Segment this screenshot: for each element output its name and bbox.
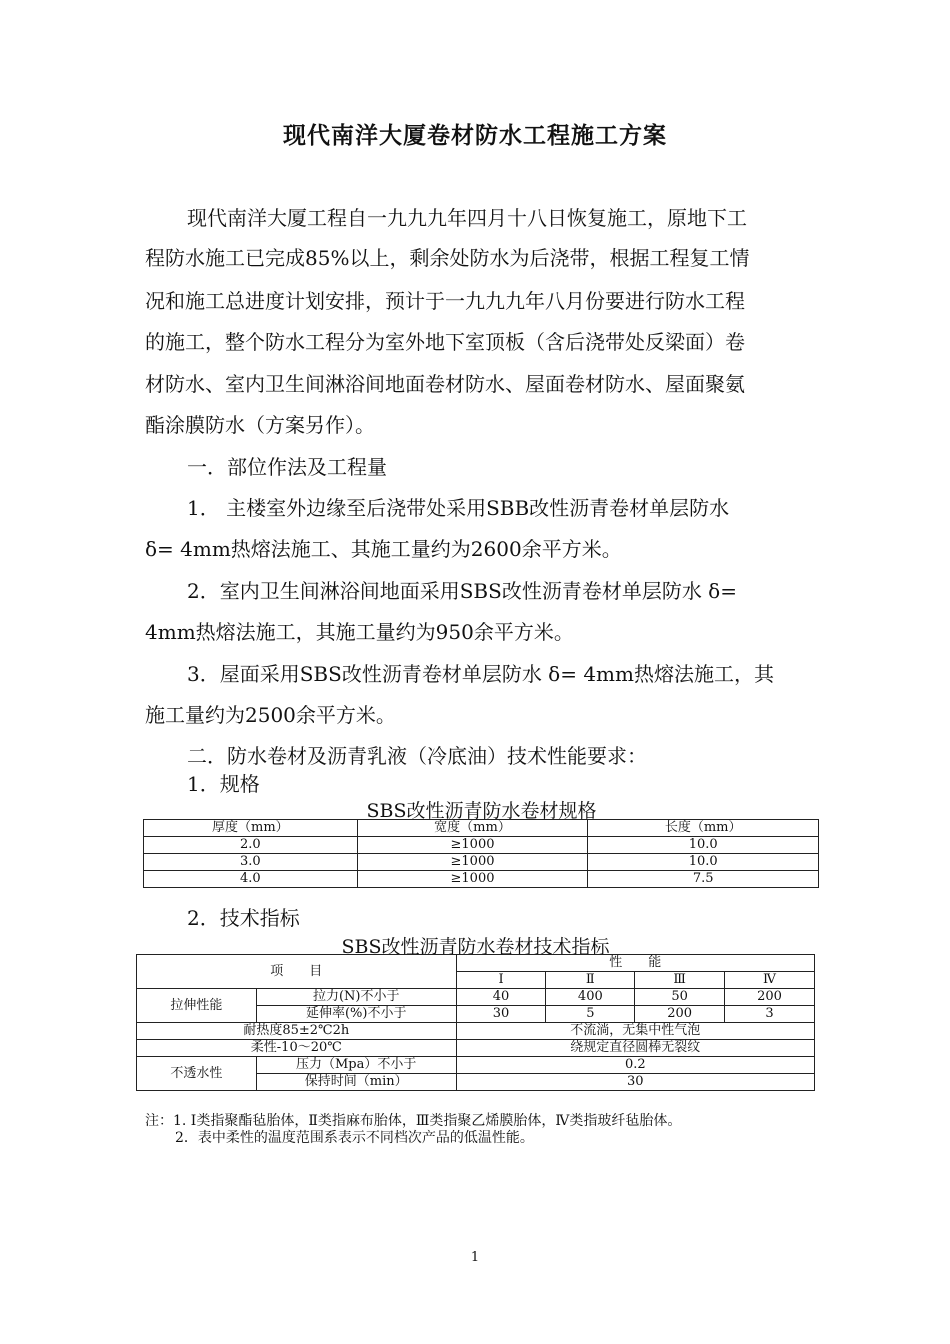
- tech-cell: 40: [456, 989, 546, 1006]
- table-row: [144, 854, 819, 871]
- tech-table-caption: SBS改性沥青防水卷材技术指标: [341, 936, 610, 958]
- item3-line-1: 3．屋面采用SBS改性沥青卷材单层防水 δ= 4mm热熔法施工，其: [187, 662, 774, 686]
- spec-cell: 10.0: [588, 854, 819, 871]
- table-row: [137, 1023, 815, 1040]
- tech-heading: 2．技术指标: [187, 906, 300, 930]
- spec-cell: 2.0: [144, 837, 358, 854]
- tech-perf-header: 性 能: [456, 955, 814, 972]
- hold-value: 30: [456, 1074, 814, 1091]
- intro-line-4: 的施工，整个防水工程分为室外地下室顶板（含后浇带处反梁面）卷: [145, 330, 745, 354]
- spec-heading: 1．规格: [187, 772, 260, 796]
- spec-table-header-row: [144, 820, 819, 837]
- document-title: 现代南洋大厦卷材防水工程施工方案: [283, 122, 667, 149]
- spec-header-length: 长度（mm）: [588, 820, 819, 837]
- item1-line-2: δ= 4mm热熔法施工、其施工量约为2600余平方米。: [145, 537, 622, 561]
- tech-cell: 200: [635, 1006, 725, 1023]
- tech-cell: 400: [546, 989, 635, 1006]
- heat-label: 耐热度85±2℃2h: [137, 1023, 457, 1040]
- tech-cell: 50: [635, 989, 725, 1006]
- flex-label: 柔性-10～20℃: [137, 1040, 457, 1057]
- table-row: [137, 989, 815, 1006]
- spec-header-width: 宽度（mm）: [357, 820, 588, 837]
- tech-cell: 200: [725, 989, 815, 1006]
- intro-line-3: 况和施工总进度计划安排，预计于一九九九年八月份要进行防水工程: [145, 289, 745, 313]
- intro-line-6: 酯涂膜防水（方案另作）。: [145, 413, 375, 437]
- grade-header: Ⅳ: [725, 972, 815, 989]
- flex-value: 绕规定直径圆棒无裂纹: [456, 1040, 814, 1057]
- note-line-1: 注：1. Ⅰ类指聚酯毡胎体，Ⅱ类指麻布胎体，Ⅲ类指聚乙烯膜胎体，Ⅳ类指玻纤毡胎体。: [145, 1113, 682, 1129]
- item2-line-2: 4mm热熔法施工，其施工量约为950余平方米。: [145, 620, 574, 644]
- intro-line-5: 材防水、室内卫生间淋浴间地面卷材防水、屋面卷材防水、屋面聚氨: [145, 372, 745, 396]
- section1-heading: 一．部位作法及工程量: [187, 455, 387, 479]
- note-line-2: 2．表中柔性的温度范围系表示不同档次产品的低温性能。: [175, 1130, 534, 1146]
- grade-header: Ⅰ: [456, 972, 546, 989]
- intro-line-1: 现代南洋大厦工程自一九九九年四月十八日恢复施工，原地下工: [187, 206, 747, 230]
- spec-cell: 7.5: [588, 871, 819, 888]
- table-row: [137, 1057, 815, 1074]
- item1-line-1: 1． 主楼室外边缘至后浇带处采用SBB改性沥青卷材单层防水: [187, 496, 730, 520]
- tensile-label: 拉伸性能: [137, 989, 257, 1023]
- tech-cell: 5: [546, 1006, 635, 1023]
- pressure-label: 压力（Mpa）不小于: [256, 1057, 456, 1074]
- grade-header: Ⅱ: [546, 972, 635, 989]
- item2-line-1: 2．室内卫生间淋浴间地面采用SBS改性沥青卷材单层防水 δ=: [187, 579, 737, 603]
- spec-table-caption: SBS改性沥青防水卷材规格: [366, 800, 597, 822]
- elongation-label: 延伸率(%)不小于: [256, 1006, 456, 1023]
- table-row: [137, 955, 815, 972]
- table-row: [137, 1040, 815, 1057]
- tech-cell: 30: [456, 1006, 546, 1023]
- intro-line-2: 程防水施工已完成85%以上，剩余处防水为后浇带，根据工程复工情: [145, 246, 750, 270]
- spec-cell: ≥1000: [357, 837, 588, 854]
- pressure-value: 0.2: [456, 1057, 814, 1074]
- spec-cell: 10.0: [588, 837, 819, 854]
- tech-table: [136, 954, 815, 1091]
- page-number: 1: [470, 1250, 480, 1265]
- spec-table: [143, 819, 819, 888]
- spec-cell: ≥1000: [357, 854, 588, 871]
- spec-cell: 4.0: [144, 871, 358, 888]
- tensile-force-label: 拉力(N)不小于: [256, 989, 456, 1006]
- spec-header-thickness: 厚度（mm）: [144, 820, 358, 837]
- grade-header: Ⅲ: [635, 972, 725, 989]
- spec-cell: 3.0: [144, 854, 358, 871]
- section2-heading: 二．防水卷材及沥青乳液（冷底油）技术性能要求：: [187, 744, 647, 768]
- item3-line-2: 施工量约为2500余平方米。: [145, 703, 396, 727]
- tech-cell: 3: [725, 1006, 815, 1023]
- spec-cell: ≥1000: [357, 871, 588, 888]
- table-row: [144, 871, 819, 888]
- tech-item-header: 项 目: [137, 955, 457, 989]
- heat-value: 不流淌，无集中性气泡: [456, 1023, 814, 1040]
- hold-label: 保持时间（min）: [256, 1074, 456, 1091]
- table-row: [144, 837, 819, 854]
- impermeable-label: 不透水性: [137, 1057, 257, 1091]
